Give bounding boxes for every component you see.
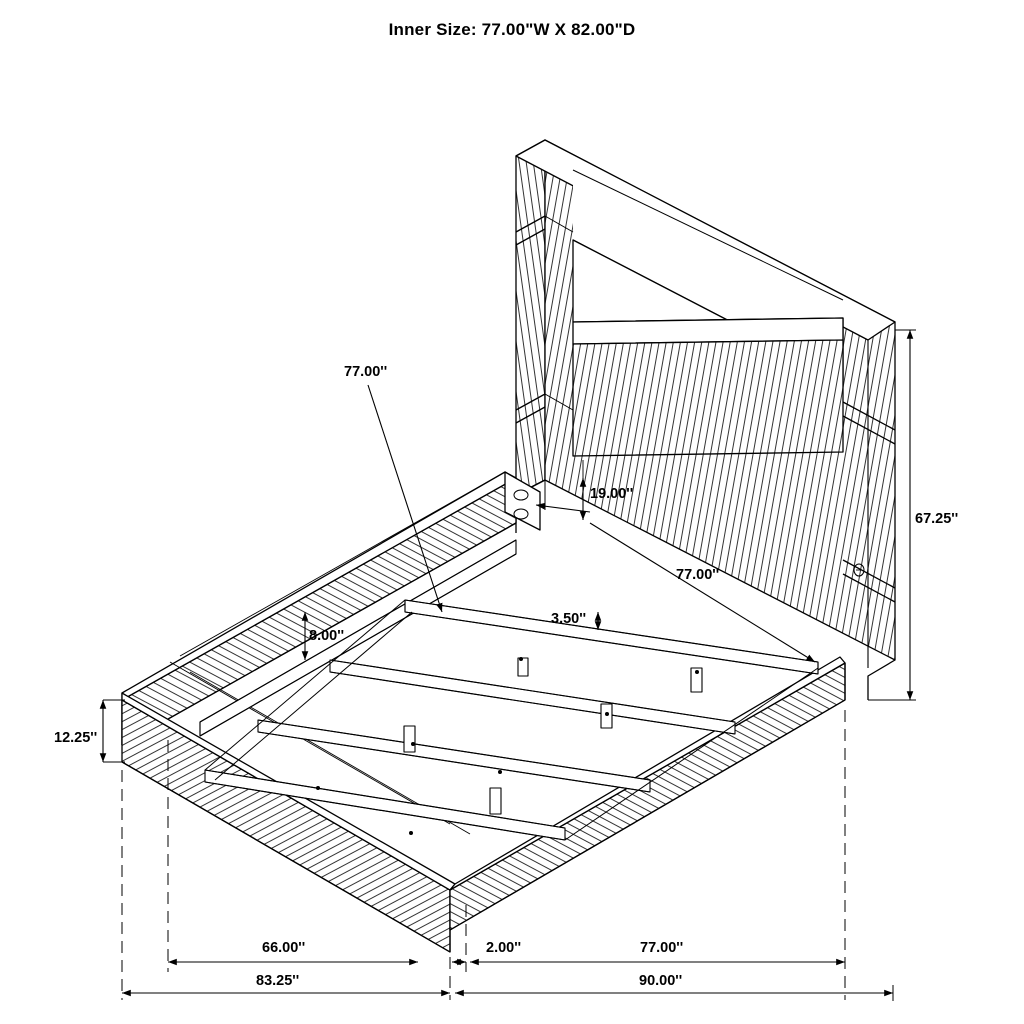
dim-clearance-height: 12.25'' [54,730,98,746]
dim-overall-width: 90.00'' [639,973,683,989]
dim-deck-height: 8.00'' [309,628,345,644]
dim-depth-right: 77.00'' [640,940,684,956]
dim-headboard-height: 67.25'' [915,511,959,527]
dim-rail-thickness: 2.00'' [486,940,522,956]
dim-mattress-length: 66.00'' [262,940,306,956]
dim-slat-thickness: 3.50'' [551,611,587,627]
dim-inner-width: 77.00'' [676,567,720,583]
dim-headboard-panel-height: 19.00'' [590,486,634,502]
page-title: Inner Size: 77.00"W X 82.00"D [388,20,636,39]
dim-overall-depth: 83.25'' [256,973,300,989]
slat-support-system [200,540,818,840]
dim-slat-width-callout: 77.00'' [344,364,388,380]
